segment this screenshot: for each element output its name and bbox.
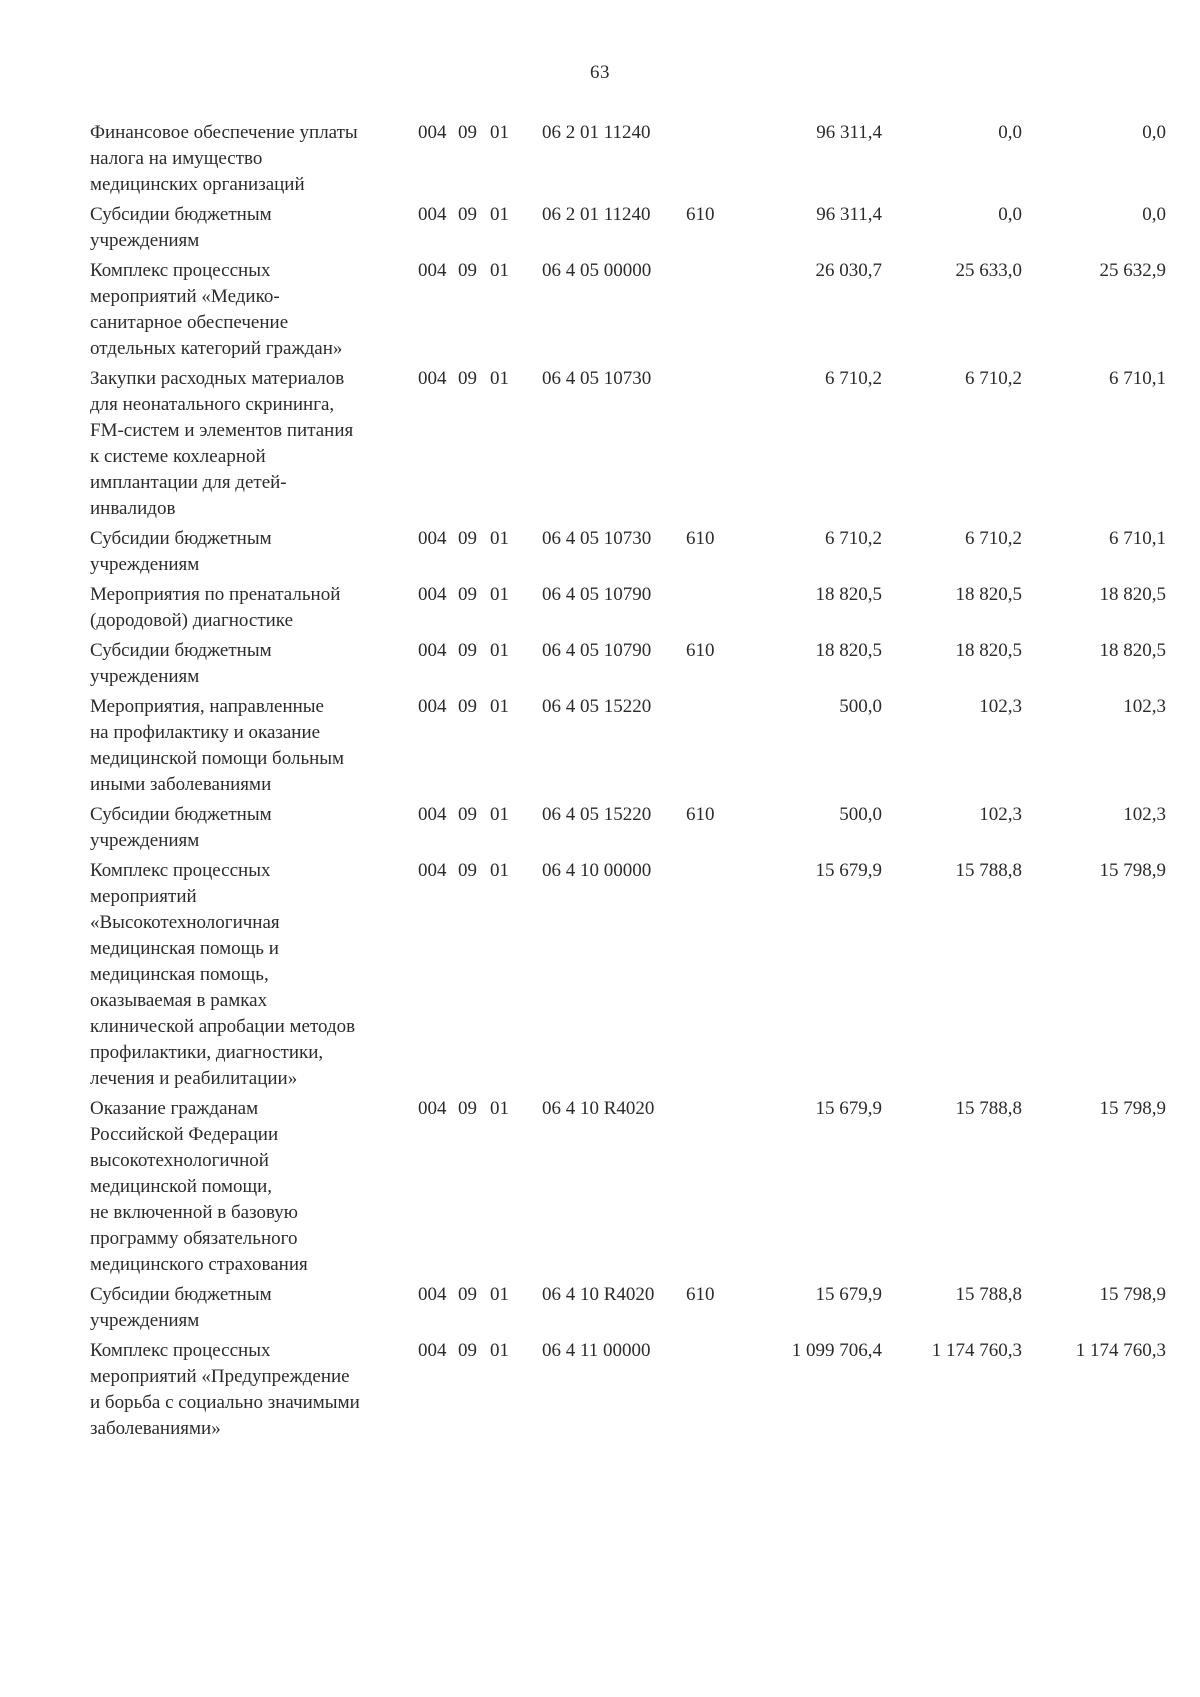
amount-year-1: 15 679,9 (815, 860, 882, 881)
section-code: 09 (458, 1284, 477, 1305)
row-name-line: медицинской помощи, (90, 1176, 273, 1197)
amount-year-3: 18 820,5 (1099, 584, 1166, 605)
row-name-line: высокотехнологичной (90, 1150, 269, 1171)
row-name-line: мероприятий «Предупреждение (90, 1366, 350, 1387)
gov-code: 004 (418, 1098, 447, 1119)
row-name-line: к системе кохлеарной (90, 446, 266, 467)
amount-year-2: 18 820,5 (955, 584, 1022, 605)
table-row (90, 638, 1170, 690)
row-name-line: Комплекс процессных (90, 1340, 271, 1361)
amount-year-3: 15 798,9 (1099, 1284, 1166, 1305)
amount-year-3: 15 798,9 (1099, 860, 1166, 881)
amount-year-2: 15 788,8 (955, 860, 1022, 881)
amount-year-1: 15 679,9 (815, 1098, 882, 1119)
target-article-code: 06 4 05 10790 (542, 640, 652, 661)
subsection-code: 01 (490, 1340, 509, 1361)
amount-year-1: 1 099 706,4 (791, 1340, 882, 1361)
row-name-line: медицинской помощи больным (90, 748, 345, 769)
subsection-code: 01 (490, 204, 509, 225)
amount-year-3: 102,3 (1123, 696, 1166, 717)
table-row (90, 202, 1170, 254)
row-name (90, 858, 412, 1092)
row-name-line: Закупки расходных материалов (90, 368, 345, 389)
amount-year-1: 96 311,4 (816, 122, 882, 143)
amount-year-2: 15 788,8 (955, 1098, 1022, 1119)
section-code: 09 (458, 204, 477, 225)
target-article-code: 06 4 11 00000 (542, 1340, 651, 1361)
row-name-line: клинической апробации методов (90, 1016, 356, 1037)
table-row (90, 258, 1170, 362)
amount-year-1: 500,0 (839, 804, 882, 825)
section-code: 09 (458, 860, 477, 881)
subsection-code: 01 (490, 696, 509, 717)
amount-year-3: 0,0 (1142, 122, 1166, 143)
target-article-code: 06 4 05 10730 (542, 368, 652, 389)
row-name-line: для неонатального скрининга, (90, 394, 335, 415)
amount-year-3: 1 174 760,3 (1075, 1340, 1166, 1361)
amount-year-1: 18 820,5 (815, 640, 882, 661)
expense-type-code: 610 (686, 528, 715, 549)
amount-year-2: 6 710,2 (965, 368, 1022, 389)
row-name (90, 1096, 412, 1278)
budget-table (90, 120, 1170, 1446)
amount-year-3: 102,3 (1123, 804, 1166, 825)
table-row (90, 526, 1170, 578)
gov-code: 004 (418, 804, 447, 825)
table-row (90, 582, 1170, 634)
row-name-line: заболеваниями» (90, 1418, 221, 1439)
table-row (90, 366, 1170, 522)
table-row (90, 1282, 1170, 1334)
row-name (90, 526, 412, 578)
target-article-code: 06 4 10 R4020 (542, 1284, 655, 1305)
target-article-code: 06 4 10 R4020 (542, 1098, 655, 1119)
row-name (90, 638, 412, 690)
row-name-line: медицинского страхования (90, 1254, 308, 1275)
gov-code: 004 (418, 696, 447, 717)
subsection-code: 01 (490, 584, 509, 605)
row-name-line: лечения и реабилитации» (90, 1068, 298, 1089)
row-name-line: профилактики, диагностики, (90, 1042, 324, 1063)
table-row (90, 694, 1170, 798)
row-name-line: медицинских организаций (90, 174, 305, 195)
row-name-line: Мероприятия по пренатальной (90, 584, 341, 605)
amount-year-2: 18 820,5 (955, 640, 1022, 661)
row-name-line: иными заболеваниями (90, 774, 272, 795)
row-name-line: мероприятий «Медико- (90, 286, 280, 307)
table-row (90, 1096, 1170, 1278)
table-row (90, 802, 1170, 854)
target-article-code: 06 2 01 11240 (542, 122, 651, 143)
amount-year-3: 15 798,9 (1099, 1098, 1166, 1119)
row-name-line: Субсидии бюджетным (90, 804, 272, 825)
row-name-line: Субсидии бюджетным (90, 204, 272, 225)
row-name (90, 366, 412, 522)
amount-year-3: 0,0 (1142, 204, 1166, 225)
target-article-code: 06 4 05 00000 (542, 260, 652, 281)
subsection-code: 01 (490, 122, 509, 143)
gov-code: 004 (418, 528, 447, 549)
gov-code: 004 (418, 122, 447, 143)
amount-year-2: 102,3 (979, 804, 1022, 825)
row-name-line: учреждениям (90, 1310, 200, 1331)
row-name-line: отдельных категорий граждан» (90, 338, 343, 359)
section-code: 09 (458, 1098, 477, 1119)
row-name-line: медицинская помощь и (90, 938, 279, 959)
row-name-line: Субсидии бюджетным (90, 1284, 272, 1305)
row-name-line: FM-систем и элементов питания (90, 420, 354, 441)
row-name-line: Российской Федерации (90, 1124, 279, 1145)
row-name-line: Оказание гражданам (90, 1098, 259, 1119)
section-code: 09 (458, 122, 477, 143)
section-code: 09 (458, 696, 477, 717)
amount-year-2: 25 633,0 (955, 260, 1022, 281)
row-name-line: инвалидов (90, 498, 176, 519)
amount-year-2: 1 174 760,3 (931, 1340, 1022, 1361)
amount-year-1: 6 710,2 (825, 528, 882, 549)
row-name-line: учреждениям (90, 666, 200, 687)
row-name (90, 694, 412, 798)
row-name-line: имплантации для детей- (90, 472, 287, 493)
row-name (90, 1338, 412, 1442)
row-name-line: Комплекс процессных (90, 860, 271, 881)
table-row (90, 1338, 1170, 1442)
page-number: 63 (590, 62, 610, 83)
target-article-code: 06 4 05 10730 (542, 528, 652, 549)
expense-type-code: 610 (686, 804, 715, 825)
row-name-line: мероприятий (90, 886, 197, 907)
row-name-line: Субсидии бюджетным (90, 528, 272, 549)
gov-code: 004 (418, 204, 447, 225)
amount-year-2: 0,0 (998, 204, 1022, 225)
row-name-line: медицинская помощь, (90, 964, 269, 985)
row-name (90, 258, 412, 362)
gov-code: 004 (418, 860, 447, 881)
amount-year-2: 102,3 (979, 696, 1022, 717)
row-name-line: не включенной в базовую (90, 1202, 298, 1223)
section-code: 09 (458, 368, 477, 389)
row-name-line: и борьба с социально значимыми (90, 1392, 360, 1413)
row-name-line: программу обязательного (90, 1228, 298, 1249)
amount-year-2: 15 788,8 (955, 1284, 1022, 1305)
subsection-code: 01 (490, 804, 509, 825)
amount-year-2: 6 710,2 (965, 528, 1022, 549)
section-code: 09 (458, 804, 477, 825)
amount-year-3: 6 710,1 (1109, 528, 1166, 549)
row-name-line: учреждениям (90, 554, 200, 575)
subsection-code: 01 (490, 1284, 509, 1305)
subsection-code: 01 (490, 260, 509, 281)
expense-type-code: 610 (686, 204, 715, 225)
row-name (90, 802, 412, 854)
gov-code: 004 (418, 1340, 447, 1361)
row-name-line: Комплекс процессных (90, 260, 271, 281)
amount-year-2: 0,0 (998, 122, 1022, 143)
table-row (90, 858, 1170, 1092)
amount-year-3: 25 632,9 (1099, 260, 1166, 281)
row-name-line: «Высокотехнологичная (90, 912, 280, 933)
row-name (90, 582, 412, 634)
row-name-line: Мероприятия, направленные (90, 696, 324, 717)
amount-year-1: 26 030,7 (815, 260, 882, 281)
section-code: 09 (458, 640, 477, 661)
expense-type-code: 610 (686, 1284, 715, 1305)
row-name-line: учреждениям (90, 830, 200, 851)
row-name-line: (дородовой) диагностике (90, 610, 293, 631)
subsection-code: 01 (490, 640, 509, 661)
row-name-line: учреждениям (90, 230, 200, 251)
target-article-code: 06 4 10 00000 (542, 860, 652, 881)
gov-code: 004 (418, 640, 447, 661)
section-code: 09 (458, 528, 477, 549)
gov-code: 004 (418, 1284, 447, 1305)
target-article-code: 06 4 05 15220 (542, 696, 652, 717)
row-name-line: санитарное обеспечение (90, 312, 289, 333)
target-article-code: 06 4 05 15220 (542, 804, 652, 825)
row-name (90, 1282, 412, 1334)
row-name-line: оказываемая в рамках (90, 990, 268, 1011)
row-name-line: Финансовое обеспечение уплаты (90, 122, 358, 143)
target-article-code: 06 4 05 10790 (542, 584, 652, 605)
gov-code: 004 (418, 260, 447, 281)
subsection-code: 01 (490, 1098, 509, 1119)
row-name (90, 120, 412, 198)
amount-year-1: 6 710,2 (825, 368, 882, 389)
subsection-code: 01 (490, 528, 509, 549)
amount-year-3: 18 820,5 (1099, 640, 1166, 661)
row-name-line: налога на имущество (90, 148, 263, 169)
subsection-code: 01 (490, 860, 509, 881)
row-name (90, 202, 412, 254)
amount-year-1: 18 820,5 (815, 584, 882, 605)
amount-year-3: 6 710,1 (1109, 368, 1166, 389)
amount-year-1: 96 311,4 (816, 204, 882, 225)
row-name-line: Субсидии бюджетным (90, 640, 272, 661)
section-code: 09 (458, 260, 477, 281)
amount-year-1: 15 679,9 (815, 1284, 882, 1305)
gov-code: 004 (418, 368, 447, 389)
expense-type-code: 610 (686, 640, 715, 661)
gov-code: 004 (418, 584, 447, 605)
section-code: 09 (458, 1340, 477, 1361)
table-row (90, 120, 1170, 198)
target-article-code: 06 2 01 11240 (542, 204, 651, 225)
amount-year-1: 500,0 (839, 696, 882, 717)
section-code: 09 (458, 584, 477, 605)
row-name-line: на профилактику и оказание (90, 722, 321, 743)
subsection-code: 01 (490, 368, 509, 389)
